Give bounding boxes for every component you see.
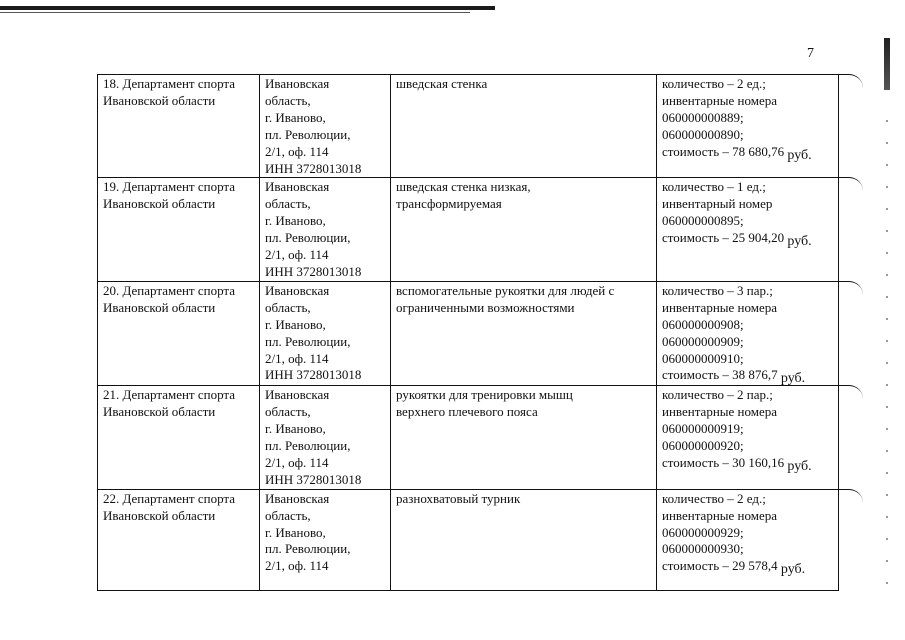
address-line: Ивановская xyxy=(265,282,330,298)
cell-organization xyxy=(98,386,260,489)
details-line: 060000000929; xyxy=(662,524,744,540)
address-line: пл. Революции, xyxy=(265,438,351,454)
address-line: ИНН 3728013018 xyxy=(265,367,362,383)
cell-details xyxy=(657,75,839,178)
details-line: 060000000889; xyxy=(662,109,744,125)
cost-value: стоимость – 30 160,16 xyxy=(662,454,788,470)
cost-line xyxy=(662,558,834,576)
currency-label: руб. xyxy=(787,234,812,250)
address-line: область, xyxy=(265,404,311,420)
address-line: пл. Революции, xyxy=(265,126,351,142)
address-line: 2/1, оф. 114 xyxy=(265,350,329,366)
address-line: Ивановская xyxy=(265,387,330,403)
item-line: трансформируемая xyxy=(396,196,502,212)
table-row xyxy=(98,386,839,489)
organization-line: 19. Департамент спорта xyxy=(103,179,236,195)
property-table xyxy=(97,74,839,591)
cost-line xyxy=(662,367,834,385)
cell-details xyxy=(657,281,839,385)
details-line: количество – 2 ед.; xyxy=(662,76,766,91)
address-line: ИНН 3728013018 xyxy=(265,160,362,176)
address-line: Ивановская xyxy=(265,76,330,91)
address-line: 2/1, оф. 114 xyxy=(265,247,329,263)
item-line: шведская стенка низкая, xyxy=(396,179,531,195)
cell-item xyxy=(391,386,657,489)
address-line: г. Иваново, xyxy=(265,109,326,125)
address-line: Ивановская xyxy=(265,179,330,195)
cell-item xyxy=(391,178,657,281)
details-line: 060000000919; xyxy=(662,421,744,437)
page-edge-curl xyxy=(836,74,863,89)
cost-value: стоимость – 78 680,76 xyxy=(662,143,788,159)
details-line: 060000000895; xyxy=(662,213,744,229)
address-line: пл. Революции, xyxy=(265,541,351,557)
table-row xyxy=(98,75,839,178)
cost-value: стоимость – 29 578,4 xyxy=(662,558,781,574)
details-line: 060000000920; xyxy=(662,438,744,454)
address-line: область, xyxy=(265,196,311,212)
details-line: количество – 2 ед.; xyxy=(662,490,766,506)
address-line: ИНН 3728013018 xyxy=(265,471,362,487)
item-line: ограниченными возможностями xyxy=(396,299,575,315)
organization-line: Ивановской области xyxy=(103,92,216,108)
address-line: область, xyxy=(265,507,311,523)
table-body xyxy=(98,75,839,591)
address-line: Ивановская xyxy=(265,490,330,506)
cell-organization xyxy=(98,75,260,178)
address-line: область, xyxy=(265,92,311,108)
table-row xyxy=(98,489,839,590)
address-line: область, xyxy=(265,299,311,315)
cell-address xyxy=(260,75,391,178)
table-row xyxy=(98,281,839,385)
address-line: ИНН 3728013018 xyxy=(265,263,362,279)
organization-line: 21. Департамент спорта xyxy=(103,387,236,403)
cell-address xyxy=(260,281,391,385)
item-line: шведская стенка xyxy=(396,76,488,91)
details-line: 060000000890; xyxy=(662,126,744,142)
page-number: 7 xyxy=(807,46,814,61)
page-edge-curl xyxy=(836,489,863,504)
cell-organization xyxy=(98,489,260,590)
details-line: инвентарные номера xyxy=(662,92,778,108)
cost-value: стоимость – 25 904,20 xyxy=(662,230,788,246)
item-line: верхнего плечевого пояса xyxy=(396,404,538,420)
organization-line: Ивановской области xyxy=(103,507,216,523)
cell-details xyxy=(657,386,839,489)
cell-address xyxy=(260,489,391,590)
cell-address xyxy=(260,178,391,281)
page-edge-curl xyxy=(836,385,863,400)
table-row xyxy=(98,178,839,281)
item-line: вспомогательные рукоятки для людей с xyxy=(396,282,615,298)
details-line: 060000000930; xyxy=(662,541,744,557)
cell-details xyxy=(657,178,839,281)
organization-line: 18. Департамент спорта xyxy=(103,76,236,91)
currency-label: руб. xyxy=(780,562,806,578)
cell-address xyxy=(260,386,391,489)
item-line: рукоятки для тренировки мышц xyxy=(396,387,573,403)
address-line: пл. Революции, xyxy=(265,230,351,246)
page-edge-curl xyxy=(836,177,863,192)
currency-label: руб. xyxy=(787,458,812,474)
cost-line xyxy=(662,455,834,473)
cell-item xyxy=(391,489,657,590)
address-line: 2/1, оф. 114 xyxy=(265,558,329,574)
details-line: 060000000909; xyxy=(662,333,744,349)
cell-item xyxy=(391,281,657,385)
address-line: 2/1, оф. 114 xyxy=(265,143,329,159)
details-line: инвентарный номер xyxy=(662,196,773,212)
scan-edge-top-line xyxy=(0,12,470,13)
page-edge-curl xyxy=(836,281,863,296)
item-line: разнохватовый турник xyxy=(396,490,521,506)
address-line: г. Иваново, xyxy=(265,421,326,437)
cell-details xyxy=(657,489,839,590)
details-line: инвентарные номера xyxy=(662,404,778,420)
organization-line: Ивановской области xyxy=(103,404,216,420)
address-line: г. Иваново, xyxy=(265,524,326,540)
details-line: 060000000910; xyxy=(662,350,744,366)
scan-edge-top xyxy=(0,6,495,10)
details-line: 060000000908; xyxy=(662,316,744,332)
address-line: пл. Революции, xyxy=(265,333,351,349)
address-line: 2/1, оф. 114 xyxy=(265,454,329,470)
organization-line: 20. Департамент спорта xyxy=(103,282,236,298)
details-line: инвентарные номера xyxy=(662,299,778,315)
cell-item xyxy=(391,75,657,178)
currency-label: руб. xyxy=(787,147,812,163)
organization-line: Ивановской области xyxy=(103,196,216,212)
cell-organization xyxy=(98,281,260,385)
scan-edge-right xyxy=(884,38,890,90)
details-line: инвентарные номера xyxy=(662,507,778,523)
details-line: количество – 3 пар.; xyxy=(662,282,773,298)
address-line: г. Иваново, xyxy=(265,213,326,229)
cost-value: стоимость – 38 876,7 xyxy=(662,367,781,383)
organization-line: Ивановской области xyxy=(103,299,216,315)
details-line: количество – 1 ед.; xyxy=(662,179,766,195)
address-line: г. Иваново, xyxy=(265,316,326,332)
cell-organization xyxy=(98,178,260,281)
scan-edge-dots xyxy=(886,120,888,600)
currency-label: руб. xyxy=(780,371,806,387)
cost-line xyxy=(662,144,834,162)
organization-line: 22. Департамент спорта xyxy=(103,490,236,506)
cost-line xyxy=(662,230,834,248)
details-line: количество – 2 пар.; xyxy=(662,387,773,403)
